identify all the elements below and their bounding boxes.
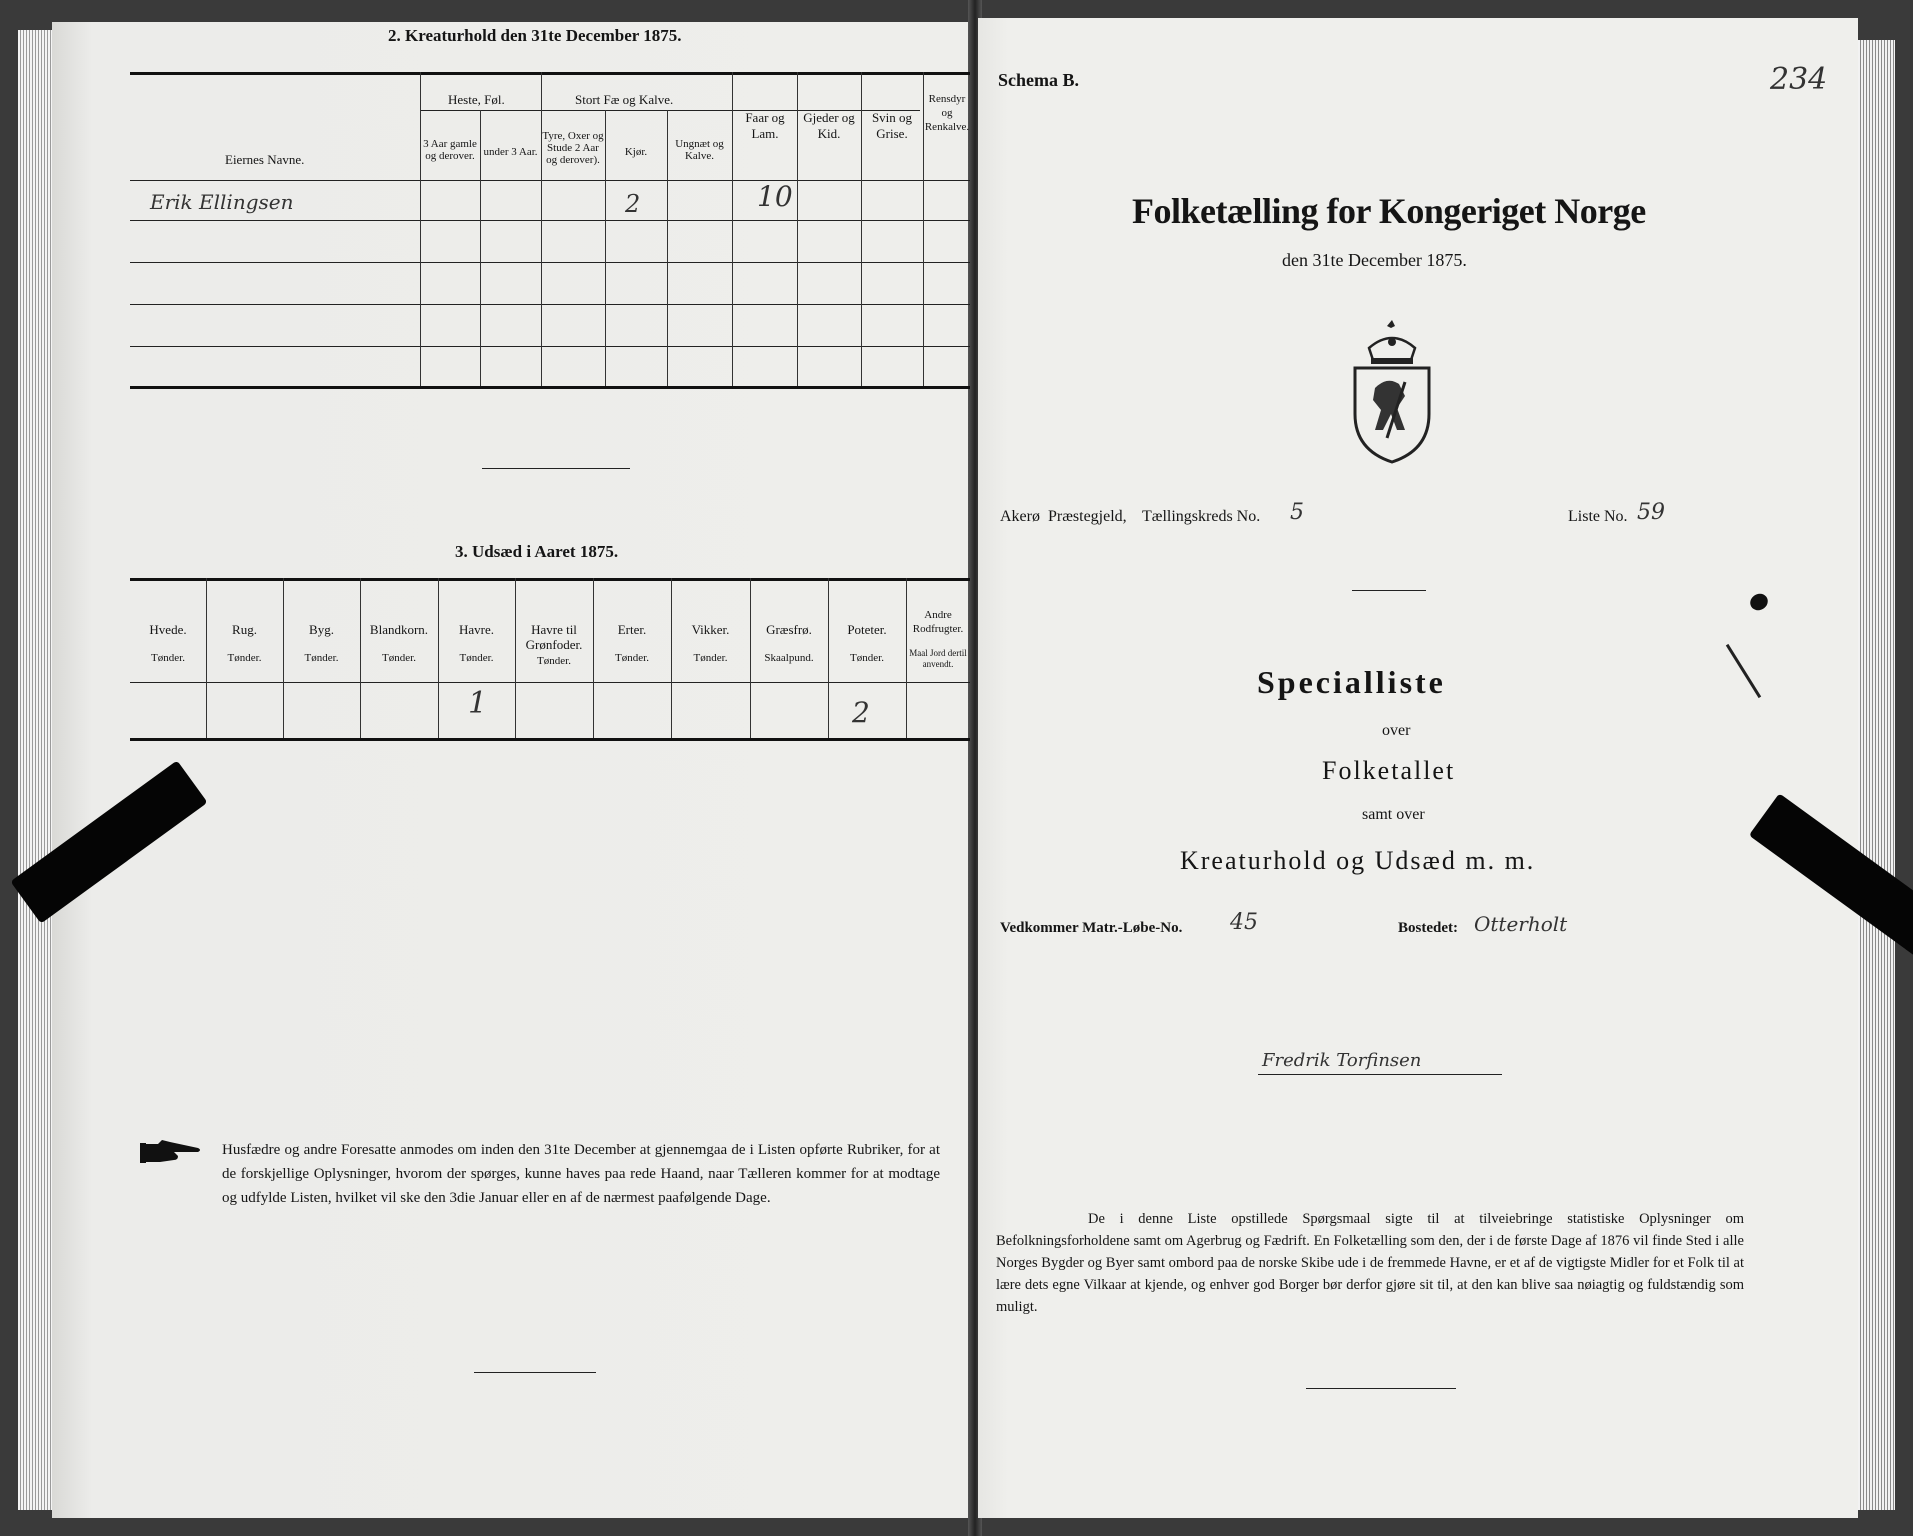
matr-label: Vedkommer Matr.-Løbe-No.: [1000, 920, 1183, 936]
table2-row-rule: [130, 262, 970, 263]
table2-top-rule: [130, 72, 970, 75]
pointing-hand-icon: [140, 1138, 204, 1166]
rensdyr-header: Rensdyr og Renkalve.: [924, 93, 970, 133]
census-date: den 31te December 1875.: [1282, 250, 1467, 270]
left-page: [52, 22, 972, 1518]
table2-row-rule: [130, 304, 970, 305]
stort-sub2: Kjør.: [624, 146, 648, 158]
crop-col-unit: Tønder.: [693, 652, 728, 664]
kreaturhold-label: Kreaturhold og Udsæd m. m.: [1180, 846, 1536, 875]
prestegjeld-value: Akerø: [1000, 508, 1040, 525]
title-divider: [1352, 590, 1426, 591]
table2-col-rule: [420, 72, 421, 386]
table2-bottom-rule: [130, 386, 970, 389]
heste-header: Heste, Føl.: [448, 92, 505, 107]
signature-line: [1258, 1074, 1502, 1075]
crop-col-name: Hvede.: [149, 622, 187, 637]
table2-col-rule: [541, 72, 542, 386]
table2-header-rule: [130, 180, 970, 181]
section3-title: 3. Udsæd i Aaret 1875.: [455, 542, 619, 561]
owner-name-entry: Erik Ellingsen: [150, 190, 294, 214]
prestegjeld-label: Præstegjeld,: [1048, 508, 1127, 525]
havre-entry: 1: [468, 686, 488, 721]
gjeder-header: Gjeder og Kid.: [803, 110, 855, 141]
notice-text: Husfædre og andre Foresatte anmodes om inden den 31te December at gjennemgaa de i Listen opførte Rubriker, for at de forskjellige Oplysninger, hvorom der spørges, kunne haves paa rede Haand, naar Tælleren kommer for at modtage og udfylde Listen, hvilket vil ske den 3die Januar eller en af de nærmest paafølgende Dage.: [222, 1142, 940, 1206]
coat-of-arms-icon: [1347, 318, 1437, 464]
crop-col-name: Græsfrø.: [766, 622, 812, 637]
page-edges-right: [1855, 40, 1895, 1510]
crop-col-unit: Tønder.: [304, 652, 339, 664]
crop-col-unit: Tønder.: [382, 652, 416, 664]
heste-sub1: 3 Aar gamle og derover.: [423, 138, 477, 162]
crop-col-name: Andre Rodfrugter.: [912, 609, 964, 635]
table2-row-rule: [130, 220, 970, 221]
schema-label: Schema B.: [998, 70, 1079, 90]
crop-col-unit: Skaalpund.: [764, 652, 814, 664]
specialliste-heading: Specialliste: [1257, 664, 1446, 700]
liste-label: Liste No.: [1568, 508, 1628, 525]
owner-name-header: Eiernes Navne.: [225, 152, 305, 167]
crop-col-name: Poteter.: [847, 622, 887, 637]
section2-title: 2. Kreaturhold den 31te December 1875.: [388, 26, 682, 45]
kjor-entry: 2: [625, 190, 641, 218]
table2-row-rule: [130, 346, 970, 347]
crop-col-unit: Maal Jord dertil anvendt.: [909, 648, 967, 669]
footer-divider-right: [1306, 1388, 1456, 1389]
page-number: 234: [1770, 62, 1828, 97]
stort-fae-header: Stort Fæ og Kalve.: [575, 92, 674, 107]
crop-col-name: Havre til Grønfoder.: [525, 622, 583, 652]
census-title: Folketælling for Kongeriget Norge: [1132, 191, 1646, 231]
svin-header: Svin og Grise.: [871, 110, 913, 141]
over-label: over: [1382, 722, 1411, 739]
matr-value: 45: [1230, 910, 1258, 935]
table3-header-rule: [130, 682, 970, 683]
kreds-label: Tællingskreds No.: [1142, 508, 1261, 525]
table2-col-rule: [732, 72, 733, 386]
faar-entry: 10: [757, 180, 793, 213]
crop-col-unit: Tønder.: [459, 652, 494, 664]
table3-top-rule: [130, 578, 970, 581]
faar-header: Faar og Lam.: [745, 110, 785, 141]
folketallet-label: Folketallet: [1322, 756, 1456, 785]
stort-sub3: Ungnæt og Kalve.: [675, 138, 724, 162]
crop-col-unit: Tønder.: [227, 652, 262, 664]
liste-value: 59: [1637, 500, 1665, 525]
crop-col-name: Blandkorn.: [369, 622, 429, 637]
samt-over-label: samt over: [1362, 806, 1425, 823]
crop-col-unit: Tønder.: [850, 652, 884, 664]
crop-col-name: Rug.: [232, 622, 257, 637]
crop-col-name: Vikker.: [691, 622, 730, 637]
bostedet-label: Bostedet:: [1398, 920, 1458, 936]
signature-entry: Fredrik Torfinsen: [1262, 1050, 1422, 1071]
crop-col-name: Erter.: [617, 622, 647, 637]
crop-col-unit: Tønder.: [615, 652, 649, 664]
table3-bottom-rule: [130, 738, 970, 741]
stort-sub1: Tyre, Oxer og Stude 2 Aar og derover).: [542, 130, 604, 166]
crop-col-name: Havre.: [458, 622, 494, 637]
footer-divider: [474, 1372, 596, 1373]
heste-sub2: under 3 Aar.: [483, 146, 538, 158]
crop-col-unit: Tønder.: [151, 652, 185, 664]
crop-col-unit: Tønder.: [537, 655, 571, 667]
kreds-value: 5: [1290, 500, 1304, 525]
bostedet-value: Otterholt: [1474, 912, 1568, 936]
section-divider: [482, 468, 630, 469]
crop-col-name: Byg.: [309, 622, 334, 637]
instructions-paragraph: De i denne Liste opstillede Spørgsmaal sigte til at tilveiebringe statistiske Oplysninger om Befolkningsforholdene samt om Agerbrug og Fædrift. En Folketælling som den, der i de første Dage af 1876 vil finde Sted i alle Norges Bygder og Byer samt ombord paa de norske Skibe ude i de fremmede Havne, er et af de vigtigste Midler for et Folk til at lære dets egne Vilkaar at kjende, og enhver god Borger bør derfor gjøre sit til, at den kan blive saa nøiagtig og fuldstændig som muligt.: [996, 1211, 1744, 1315]
poteter-entry: 2: [852, 696, 870, 729]
